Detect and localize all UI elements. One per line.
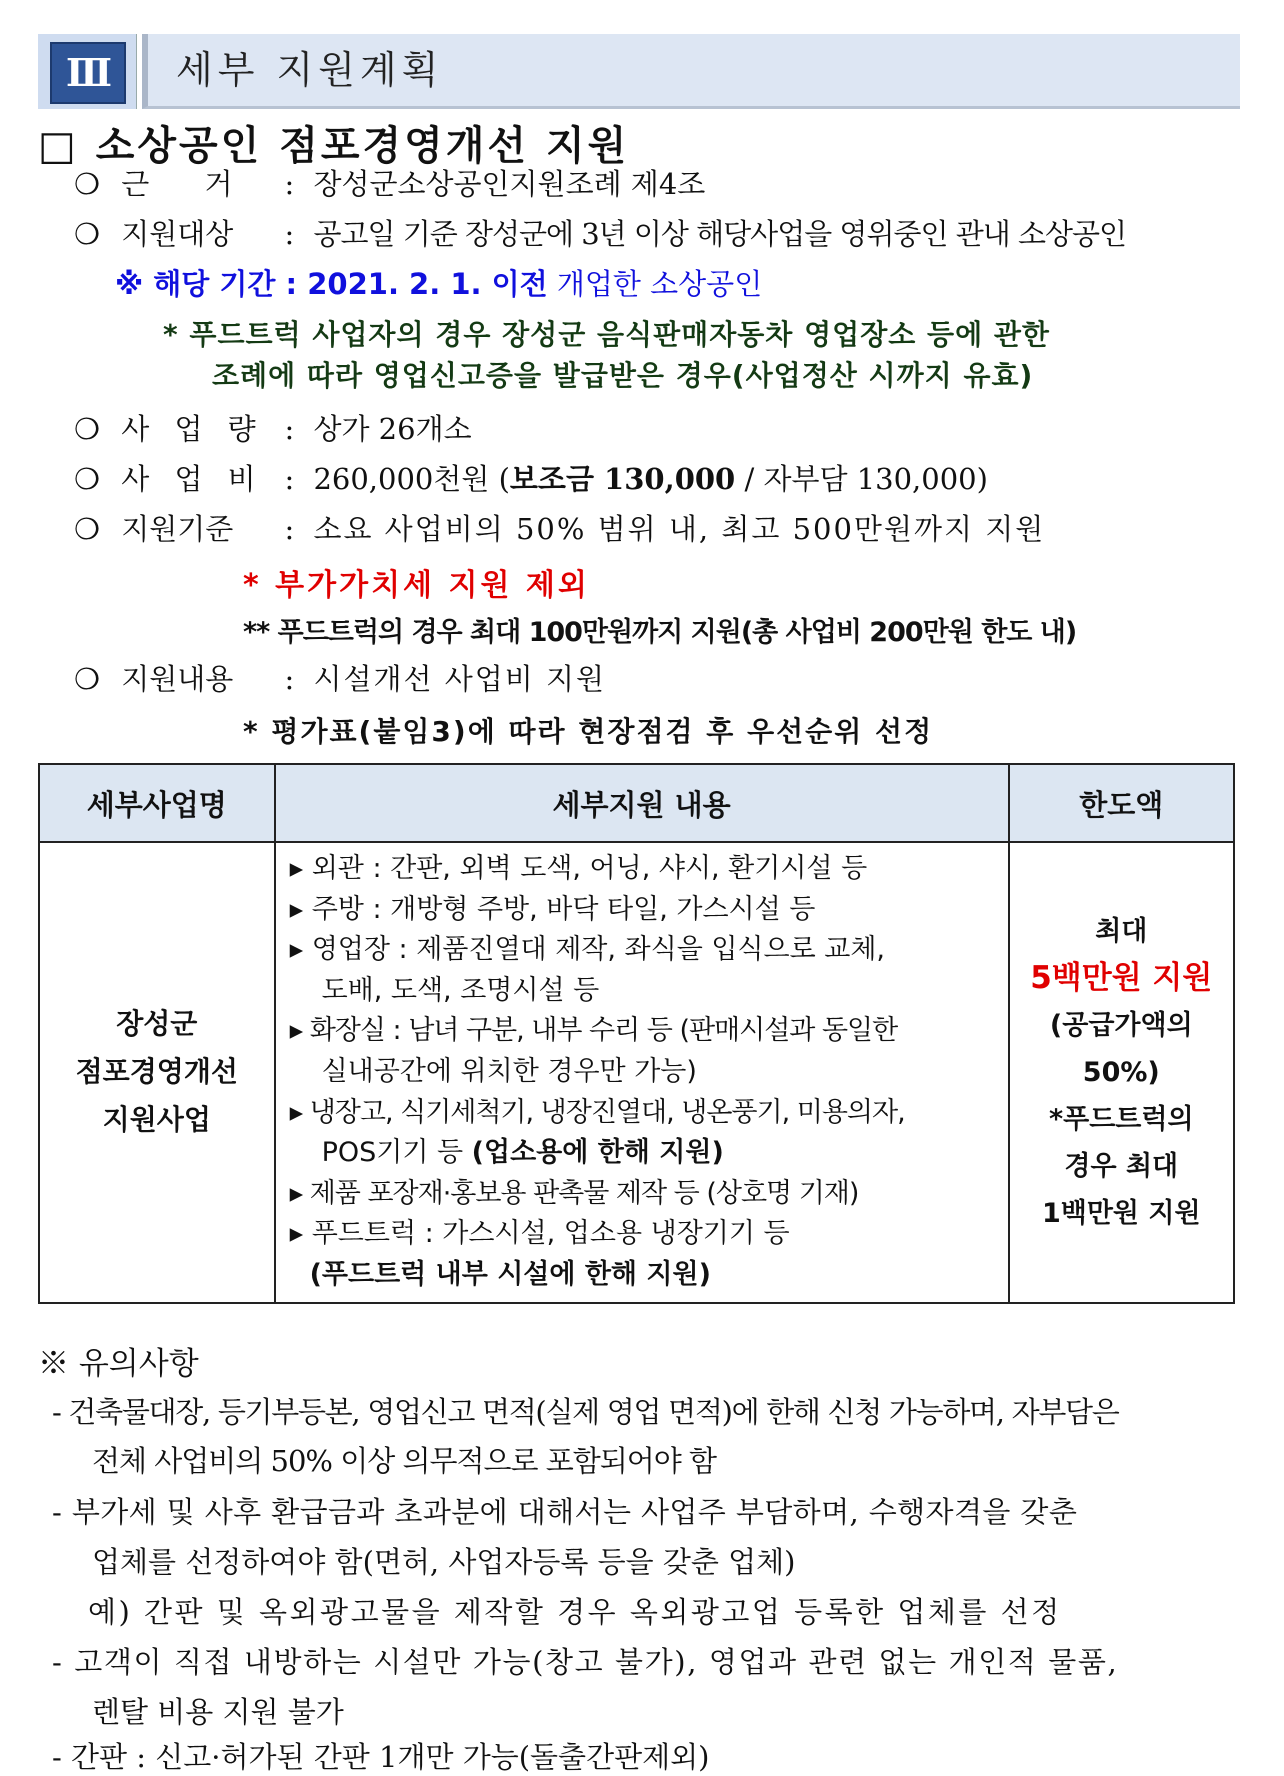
section-header	[38, 34, 1234, 109]
content-line: ▸ 제품 포장재·홍보용 판촉물 제작 등 (상호명 기재)	[289, 1177, 859, 1209]
period-note	[115, 262, 762, 303]
limit-cell	[1009, 842, 1234, 1303]
content-line: ▸ 화장실 : 남녀 구분, 내부 수리 등 (판매시설과 동일한	[289, 1015, 898, 1047]
project-name-line: 장성군	[116, 1007, 198, 1041]
content-line: ▸ 주방 : 개방형 주방, 바닥 타일, 가스시설 등	[289, 893, 816, 925]
content-line: ▸ 영업장 : 제품진열대 제작, 좌식을 입식으로 교체,	[289, 934, 886, 966]
eval-note: * 평가표(붙임3)에 따라 현장점검 후 우선순위 선정	[243, 715, 934, 748]
item-label: 지원대상	[121, 217, 234, 251]
content-line: (푸드트럭 내부 시설에 한해 지원)	[309, 1258, 711, 1290]
limit-line: 50%)	[1082, 1056, 1160, 1088]
item-label: 근 거	[121, 167, 233, 201]
item-label: 지원기준	[121, 512, 234, 546]
item-sep: :	[284, 217, 295, 251]
notes-heading: ※ 유의사항	[38, 1346, 199, 1382]
content-line: 실내공간에 위치한 경우만 가능)	[321, 1055, 697, 1087]
item-label: 지원내용	[121, 662, 234, 696]
content-line	[290, 1133, 1000, 1174]
limit-line: 1백만원 지원	[1041, 1197, 1201, 1229]
content-text: POS기기 등	[321, 1137, 472, 1169]
item-value: 공고일 기준 장성군에 3년 이상 해당사업을 영위중인 관내 소상공인	[313, 217, 1127, 251]
note-line: - 고객이 직접 내방하는 시설만 가능(창고 불가), 영업과 관련 없는 개인적 물품,	[52, 1645, 1119, 1679]
limit-line: 최대	[1095, 915, 1148, 947]
note-line: - 건축물대장, 등기부등본, 영업신고 면적(실제 영업 면적)에 한해 신청 가능하며, 자부담은	[52, 1395, 1119, 1429]
support-content-cell	[275, 842, 1009, 1303]
item-label: 사 업 량	[121, 412, 264, 446]
item-value: / 자부담 130,000)	[735, 462, 988, 496]
support-table	[38, 763, 1235, 1304]
project-name-line: 점포경영개선	[75, 1055, 238, 1089]
item-basis	[74, 162, 705, 203]
item-value: 상가 26개소	[313, 412, 472, 446]
content-text-bold: (업소용에 한해 지원)	[471, 1137, 724, 1169]
section-number: Ⅲ	[50, 42, 126, 104]
note-line: - 부가세 및 사후 환급금과 초과분에 대해서는 사업주 부담하며, 수행자격을 갖춘	[52, 1495, 1078, 1529]
content-line: ▸ 냉장고, 식기세척기, 냉장진열대, 냉온풍기, 미용의자,	[289, 1096, 905, 1128]
section-title-bar	[142, 34, 1240, 109]
table-row	[39, 842, 1234, 1303]
note-line: 예) 간판 및 옥외광고물을 제작할 경우 옥외광고업 등록한 업체를 선정	[88, 1595, 1062, 1629]
item-sep: :	[284, 662, 295, 696]
project-name-cell	[39, 842, 275, 1303]
foodtruck-limit-note: ** 푸드트럭의 경우 최대 100만원까지 지원(총 사업비 200만원 한도 내)	[243, 617, 1077, 648]
bullet-icon: ❍	[74, 167, 100, 201]
item-volume	[74, 407, 472, 448]
item-value: 시설개선 사업비 지원	[313, 662, 607, 696]
item-sep: :	[284, 167, 295, 201]
bullet-icon: ❍	[74, 462, 100, 496]
content-line: ▸ 외관 : 간판, 외벽 도색, 어닝, 샤시, 환기시설 등	[289, 853, 868, 884]
item-sep: :	[284, 462, 295, 496]
period-note-suffix: 개업한 소상공인	[547, 267, 763, 301]
item-sep: :	[284, 512, 295, 546]
item-value: 소요 사업비의 50% 범위 내, 최고 500만원까지 지원	[313, 512, 1046, 546]
content-line: 도배, 도색, 조명시설 등	[321, 974, 600, 1006]
bullet-icon: ❍	[74, 412, 100, 446]
note-line: 업체를 선정하여야 함(면허, 사업자등록 등을 갖춘 업체)	[92, 1545, 796, 1579]
vat-note: * 부가가치세 지원 제외	[243, 568, 590, 603]
item-value: 260,000천원 (	[313, 462, 510, 496]
foodtruck-note-1: * 푸드트럭 사업자의 경우 장성군 음식판매자동차 영업장소 등에 관한	[163, 318, 1050, 351]
note-line: 렌탈 비용 지원 불가	[92, 1695, 344, 1729]
limit-line: *푸드트럭의	[1049, 1103, 1194, 1135]
item-value: 장성군소상공인지원조례 제4조	[313, 167, 706, 201]
limit-line: 경우 최대	[1064, 1150, 1179, 1182]
table-header: 세부지원 내용	[275, 764, 1009, 842]
note-line: 전체 사업비의 50% 이상 의무적으로 포함되어야 함	[92, 1444, 717, 1478]
item-target	[74, 212, 1126, 253]
note-line: - 간판 : 신고·허가된 간판 1개만 가능(돌출간판제외)	[52, 1740, 710, 1774]
item-cost	[74, 457, 988, 498]
page-heading: □ 소상공인 점포경영개선 지원	[38, 123, 630, 169]
table-header: 세부사업명	[39, 764, 275, 842]
bullet-icon: ❍	[74, 662, 100, 696]
item-sep: :	[284, 412, 295, 446]
foodtruck-note-2: 조례에 따라 영업신고증을 발급받은 경우(사업정산 시까지 유효)	[212, 359, 1034, 392]
item-content	[74, 657, 606, 698]
period-note-prefix: ※ 해당 기간 : 2021. 2. 1. 이전	[115, 267, 548, 301]
item-label: 사 업 비	[121, 462, 264, 496]
bullet-icon: ❍	[74, 217, 100, 251]
bullet-icon: ❍	[74, 512, 100, 546]
section-title: 세부 지원계획	[176, 48, 444, 92]
item-value-bold: 보조금 130,000	[509, 462, 736, 496]
table-header: 한도액	[1009, 764, 1234, 842]
content-line: ▸ 푸드트럭 : 가스시설, 업소용 냉장기기 등	[289, 1218, 790, 1250]
table-header-row	[39, 764, 1234, 842]
limit-line: (공급가액의	[1049, 1009, 1193, 1041]
project-name-line: 지원사업	[102, 1103, 211, 1137]
item-criteria	[74, 507, 1045, 548]
section-number-box	[38, 34, 137, 109]
limit-amount: 5백만원 지원	[1030, 959, 1213, 996]
